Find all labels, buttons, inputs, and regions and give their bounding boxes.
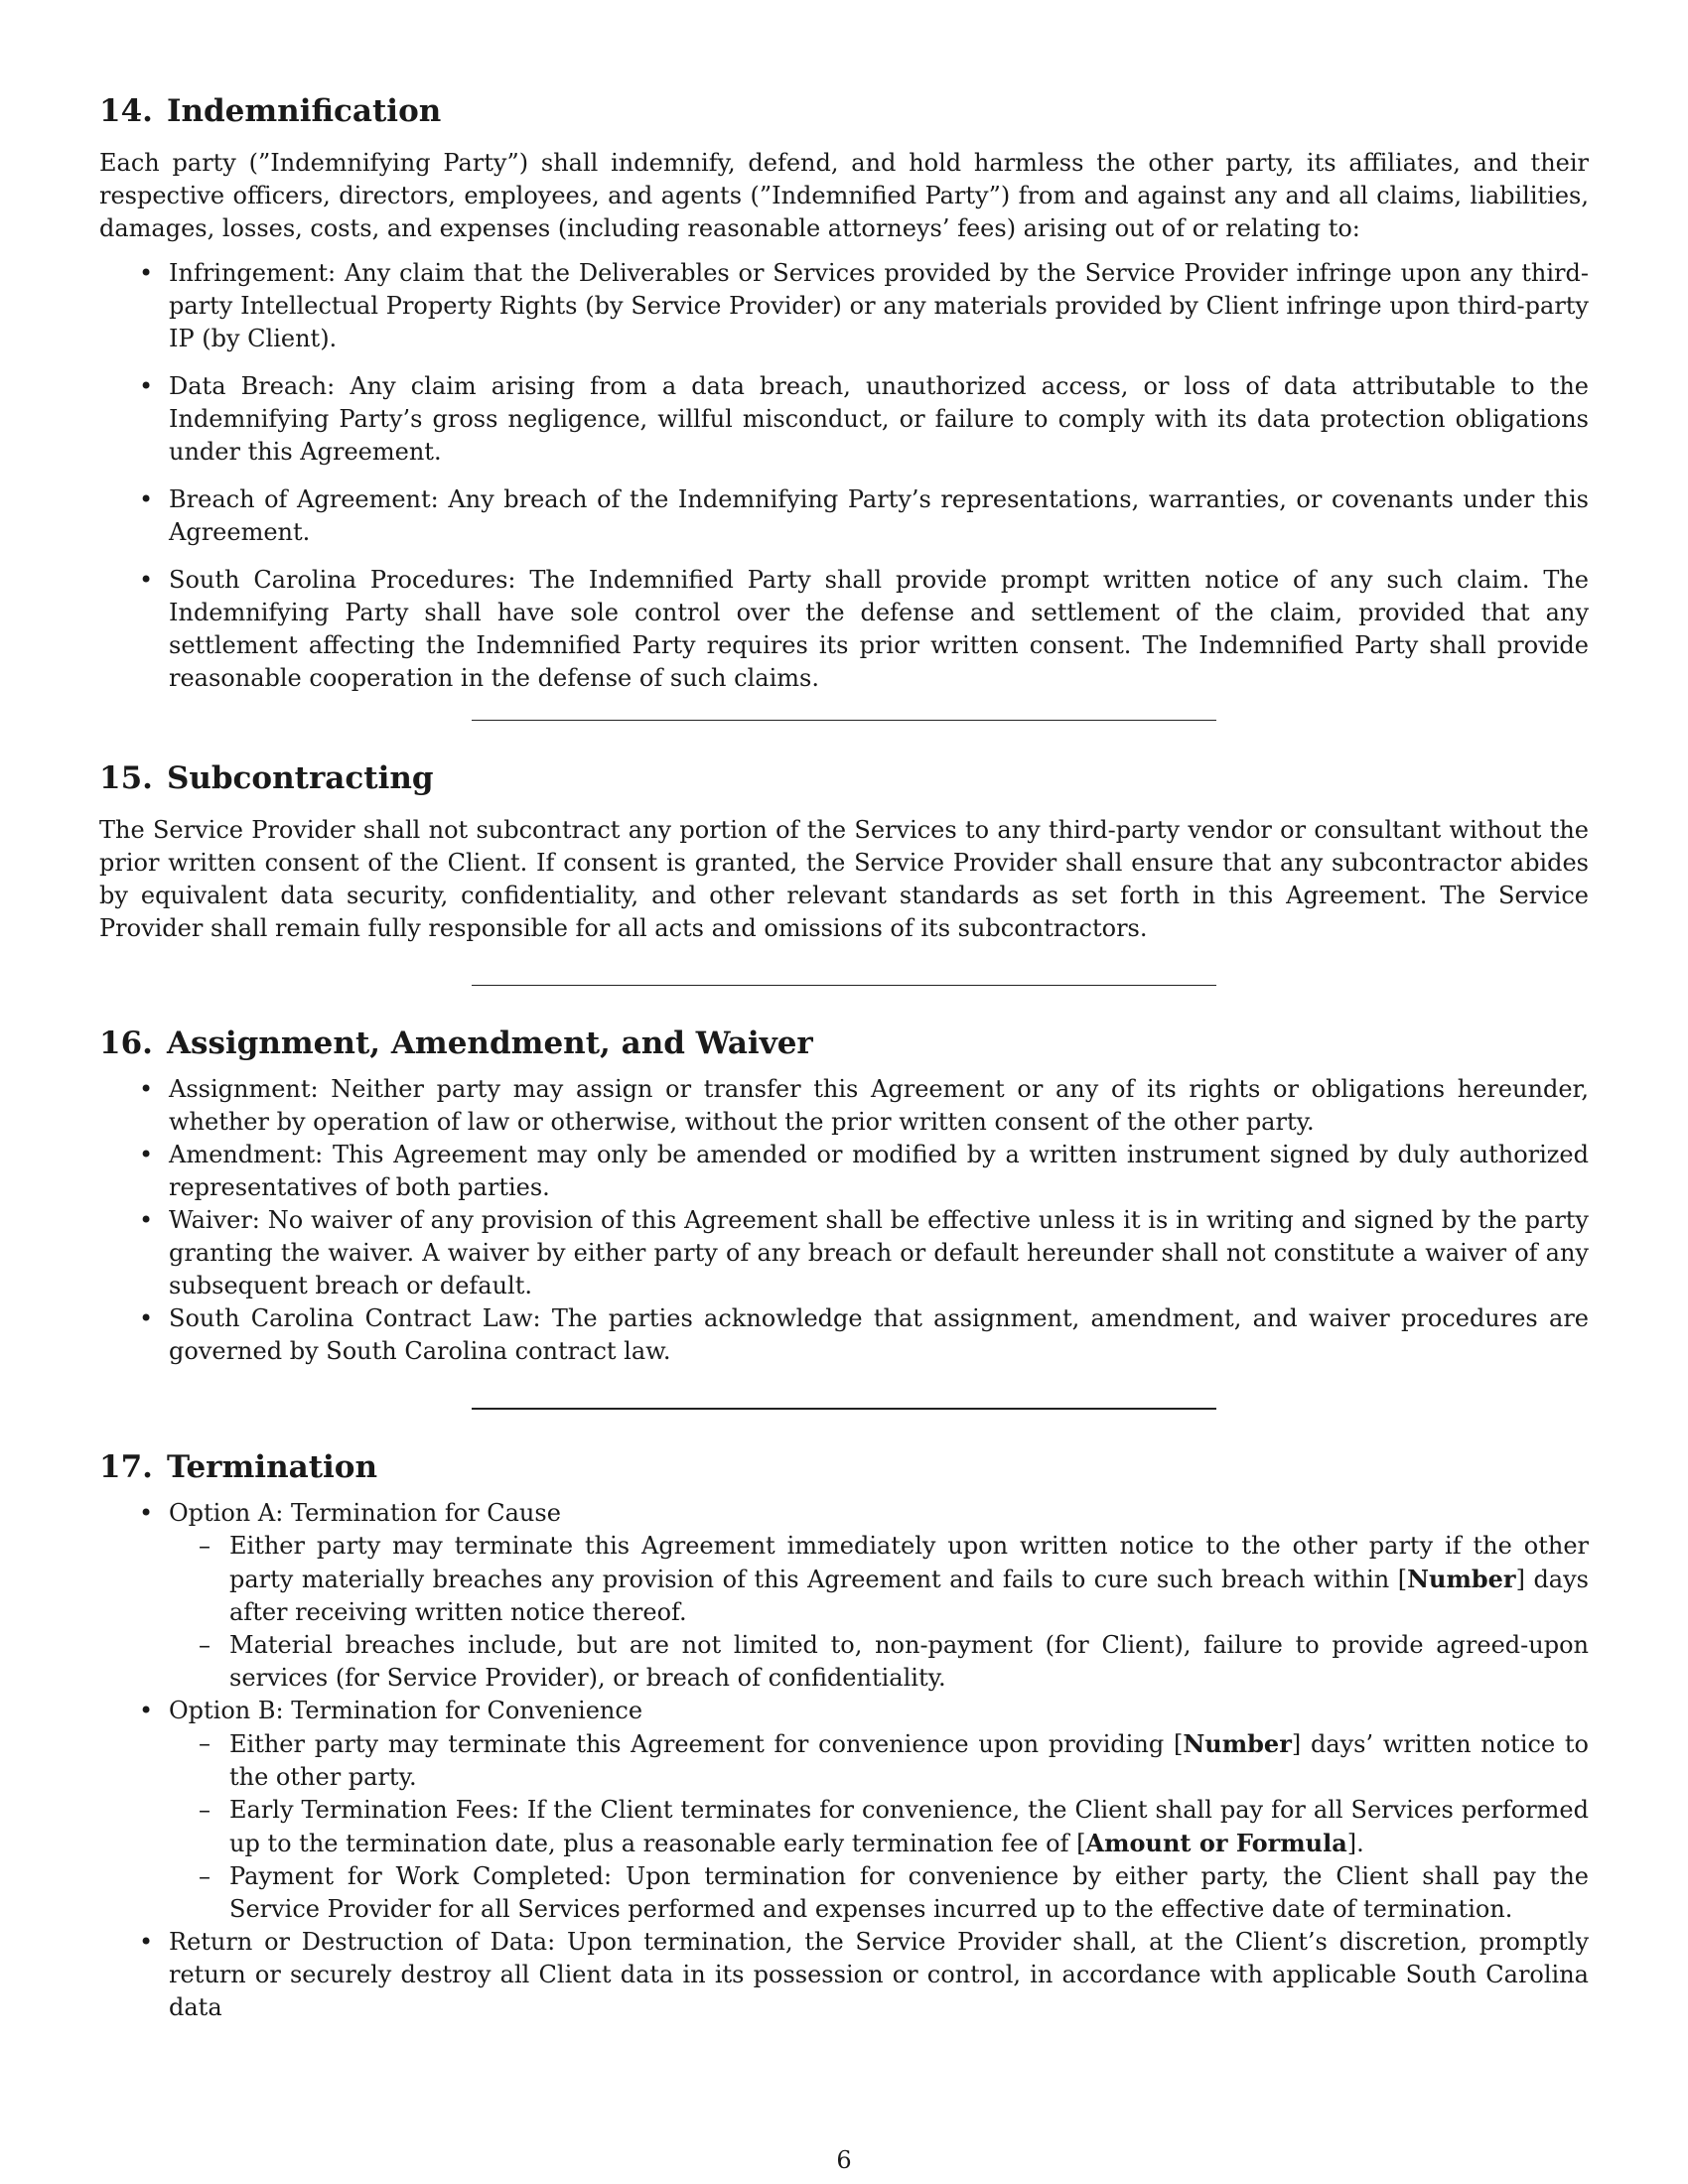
section-heading-termination bbox=[99, 1447, 1589, 1487]
page-number: 6 bbox=[836, 2146, 852, 2174]
list-item-return-data: • Return or Destruction of Data: Upon termination, the Service Provider shall, at the Client’s discretion, promptly return or securely destroy all Client data in its possession or control, in accordance with applicable South Carolina data bbox=[99, 1926, 1589, 2024]
sub-list-item: – Payment for Work Completed: Upon termination for convenience by either party, the Client shall pay the Service Provider for all Services performed and expenses incurred up to the effective date of termination. bbox=[169, 1860, 1589, 1926]
section-heading-assignment bbox=[99, 1024, 1589, 1063]
list-item: • Breach of Agreement: Any breach of the Indemnifying Party’s representations, warranties, or covenants under this Agreement. bbox=[99, 483, 1589, 549]
option-a-sublist bbox=[169, 1530, 1589, 1695]
text-segment: ]. bbox=[1346, 1830, 1364, 1857]
sub-list-item bbox=[169, 1530, 1589, 1629]
list-item-option-b bbox=[99, 1695, 1589, 1926]
section-indemnification bbox=[99, 91, 1589, 695]
text-segment: Either party may terminate this Agreement for convenience upon providing [ bbox=[229, 1730, 1184, 1758]
placeholder-number: Number bbox=[1183, 1729, 1292, 1758]
section-number: 16. bbox=[99, 1025, 153, 1061]
section-termination bbox=[99, 1447, 1589, 2024]
sub-list-item bbox=[169, 1794, 1589, 1860]
list-item: • Amendment: This Agreement may only be amended or modified by a written instrument signed by duly authorized representatives of both parties. bbox=[99, 1139, 1589, 1204]
text-segment: Early Termination Fees: If the Client terminates for convenience, the Client shall pay for all Services performed up to the termination date, plus a reasonable early termination fee of [ bbox=[229, 1796, 1589, 1857]
section-subcontracting bbox=[99, 758, 1589, 945]
option-a-label: Option A: Termination for Cause bbox=[169, 1499, 561, 1527]
placeholder-number: Number bbox=[1407, 1565, 1516, 1593]
list-item: • Assignment: Neither party may assign or transfer this Agreement or any of its rights or obligations hereunder, whether by operation of law or otherwise, without the prior written consent of the other party. bbox=[99, 1073, 1589, 1139]
subcontracting-body: The Service Provider shall not subcontract any portion of the Services to any third-party vendor or consultant without the prior written consent of the Client. If consent is granted, the Service Provider shall ensure that any subcontractor abides by equivalent data security, confidentiality, and other relevant standards as set forth in this Agreement. The Service Provider shall remain fully responsible for all acts and omissions of its subcontractors. bbox=[99, 816, 1589, 942]
section-number: 14. bbox=[99, 93, 153, 129]
text-segment: ] days’ written notice to the other party. bbox=[229, 1730, 1589, 1791]
termination-list bbox=[99, 1497, 1589, 2024]
section-divider bbox=[472, 720, 1216, 721]
indemnification-intro: Each party (”Indemnifying Party”) shall indemnify, defend, and hold harmless the other party, its affiliates, and their respective officers, directors, employees, and agents (”Indemnified Party”) from and against any and all claims, liabilities, damages, losses, costs, and expenses (including reasonable attorneys’ fees) arising out of or relating to: bbox=[99, 149, 1589, 242]
section-divider bbox=[472, 985, 1216, 986]
section-heading-subcontracting bbox=[99, 758, 1589, 798]
list-item: • Waiver: No waiver of any provision of this Agreement shall be effective unless it is in writing and signed by the party granting the waiver. A waiver by either party of any breach or default hereunder shall not constitute a waiver of any subsequent breach or default. bbox=[99, 1204, 1589, 1302]
section-assignment bbox=[99, 1024, 1589, 1368]
section-heading-indemnification bbox=[99, 91, 1589, 131]
document-page bbox=[99, 91, 1589, 2024]
sub-list-item: – Material breaches include, but are not limited to, non-payment (for Client), failure to provide agreed-upon services (for Service Provider), or breach of confidentiality. bbox=[169, 1629, 1589, 1695]
list-item: • Data Breach: Any claim arising from a data breach, unauthorized access, or loss of data attributable to the Indemnifying Party’s gross negligence, willful misconduct, or failure to comply with its data protection obligations under this Agreement. bbox=[99, 370, 1589, 469]
section-title-text: Termination bbox=[166, 1449, 378, 1485]
section-title-text: Assignment, Amendment, and Waiver bbox=[166, 1025, 813, 1061]
section-title-text: Indemnification bbox=[166, 93, 442, 129]
list-item: • South Carolina Contract Law: The parties acknowledge that assignment, amendment, and waiver procedures are governed by South Carolina contract law. bbox=[99, 1302, 1589, 1368]
option-b-label: Option B: Termination for Convenience bbox=[169, 1697, 643, 1724]
section-number: 15. bbox=[99, 760, 153, 796]
placeholder-amount: Amount or Formula bbox=[1085, 1829, 1347, 1857]
text-segment: Either party may terminate this Agreement immediately upon written notice to the other party if the other party materially breaches any provision of this Agreement and fails to cure such breach within [ bbox=[229, 1532, 1589, 1593]
assignment-list bbox=[99, 1073, 1589, 1368]
list-item: • Infringement: Any claim that the Deliverables or Services provided by the Service Provider infringe upon any third-party Intellectual Property Rights (by Service Provider) or any materials provided by Client infringe upon third-party IP (by Client). bbox=[99, 257, 1589, 355]
list-item-option-a bbox=[99, 1497, 1589, 1695]
section-number: 17. bbox=[99, 1449, 153, 1485]
sub-list-item bbox=[169, 1727, 1589, 1794]
option-b-sublist bbox=[169, 1727, 1589, 1926]
section-divider bbox=[472, 1408, 1216, 1410]
indemnification-list bbox=[99, 257, 1589, 695]
list-item: • South Carolina Procedures: The Indemnified Party shall provide prompt written notice of any such claim. The Indemnifying Party shall have sole control over the defense and settlement of the claim, provided that any settlement affecting the Indemnified Party requires its prior written consent. The Indemnified Party shall provide reasonable cooperation in the defense of such claims. bbox=[99, 564, 1589, 695]
text-segment: ] days after receiving written notice thereof. bbox=[229, 1566, 1589, 1626]
section-title-text: Subcontracting bbox=[166, 760, 434, 796]
